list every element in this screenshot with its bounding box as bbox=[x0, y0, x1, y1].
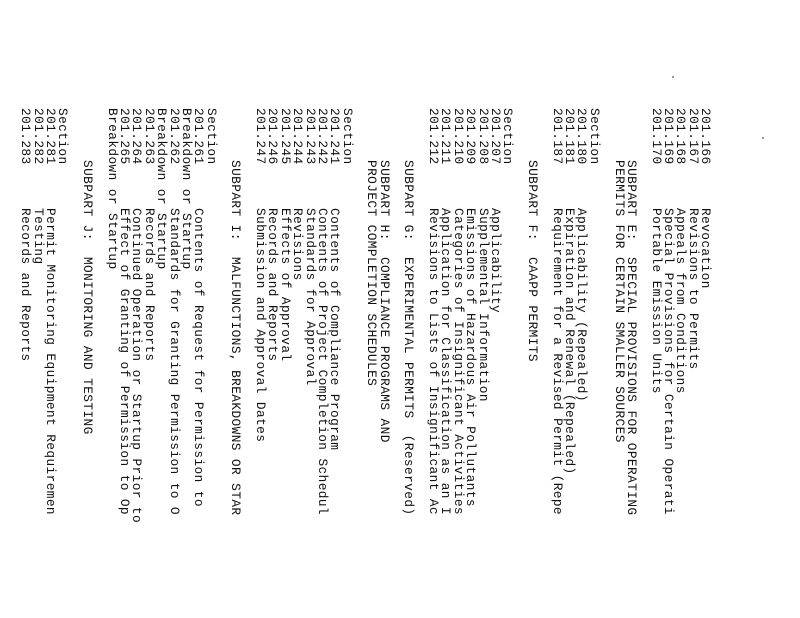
section-title: Continued Operation or Startup Prior to bbox=[129, 208, 145, 524]
section-title: Contents of Request for Permission to bbox=[191, 208, 207, 507]
section-number: 201.242 bbox=[314, 108, 330, 165]
section-title: Expiration and Renewal (Repealed) bbox=[562, 208, 577, 475]
subpart-heading: SUBPART E: SPECIAL PROVISIONS FOR OPERATING bbox=[623, 160, 639, 516]
section-number: 201.211 bbox=[438, 108, 454, 165]
section-number: 201.210 bbox=[450, 108, 466, 165]
section-number: 201.169 bbox=[660, 108, 676, 165]
section-number: Section bbox=[586, 108, 602, 165]
section-number: 201.181 bbox=[562, 108, 577, 165]
section-number: 201.265 bbox=[117, 108, 133, 165]
section-number: 201.245 bbox=[277, 108, 293, 165]
section-title: Categories of Insignificant Activities bbox=[450, 208, 466, 516]
section-title: Standards for Granting Permission to O bbox=[166, 208, 182, 516]
section-number: 201.212 bbox=[426, 108, 442, 165]
section-title: Requirement for a Revised Permit (Repe bbox=[549, 208, 565, 516]
subpart-heading: PROJECT COMPLETION SCHEDULES bbox=[364, 160, 380, 387]
section-number: 201.209 bbox=[463, 108, 479, 165]
section-title: Revocation bbox=[698, 208, 713, 289]
section-number: 201.282 bbox=[30, 108, 46, 165]
section-title: Supplemental Information bbox=[475, 208, 491, 402]
section-title: Standards for Approval bbox=[302, 208, 318, 386]
section-number: 201.281 bbox=[42, 108, 58, 165]
section-number: 201.261 bbox=[191, 108, 207, 165]
section-number: 201.246 bbox=[265, 108, 281, 165]
section-number: Breakdown or Startup bbox=[154, 108, 170, 270]
section-entry bbox=[549, 108, 565, 516]
section-title: Revisions to Permits bbox=[685, 208, 701, 370]
section-title: Permit Monitoring Equipment Requiremen bbox=[42, 208, 58, 516]
scan-speck bbox=[762, 137, 764, 139]
section-number: 201.208 bbox=[475, 108, 491, 165]
section-title: Contents of Project Completion Schedul bbox=[314, 208, 330, 516]
section-number: Section bbox=[339, 108, 355, 165]
section-number: 201.244 bbox=[290, 108, 306, 165]
section-title: Portable Emission Units bbox=[648, 208, 664, 394]
section-title: Effect of Granting of Permission to Op bbox=[117, 208, 133, 516]
section-title: Special Provisions for Certain Operati bbox=[660, 208, 676, 516]
section-title: Applicability (Repealed) bbox=[574, 208, 590, 402]
section-title: Application for Classification as an I bbox=[438, 208, 454, 516]
section-title: Revisions bbox=[290, 208, 306, 281]
subpart-heading: PERMITS FOR CERTAIN SMALLER SOURCES bbox=[611, 160, 627, 443]
section-title: Effects of Approval bbox=[277, 208, 293, 362]
section-entry bbox=[253, 108, 268, 443]
section-title: Applicability bbox=[487, 208, 503, 314]
section-number: 201.247 bbox=[253, 108, 268, 165]
section-entry bbox=[18, 108, 34, 362]
section-title: Records and Reports bbox=[18, 208, 34, 362]
section-number: Breakdown or Startup bbox=[104, 108, 120, 270]
section-number: 201.207 bbox=[487, 108, 503, 165]
section-title: Revisions to Lists of Insignificant Ac bbox=[426, 208, 442, 516]
section-title: Records and Reports bbox=[141, 208, 157, 362]
section-number: 201.264 bbox=[129, 108, 145, 165]
section-title: Testing bbox=[30, 208, 46, 265]
subpart-heading: SUBPART F: CAAPP PERMITS bbox=[525, 160, 540, 362]
section-title: Emissions of Hazardous Air Pollutants bbox=[463, 208, 479, 507]
section-number: 201.170 bbox=[648, 108, 664, 165]
section-number: 201.168 bbox=[673, 108, 689, 165]
section-title: Submission and Approval Dates bbox=[253, 208, 268, 443]
section-entry bbox=[648, 108, 664, 394]
subpart-heading: SUBPART I: MALFUNCTIONS, BREAKDOWNS OR STAR bbox=[228, 160, 244, 516]
section-number: Section bbox=[55, 108, 71, 165]
section-number: Breakdown or Startup bbox=[178, 108, 194, 270]
section-number: 201.180 bbox=[574, 108, 590, 165]
section-title: Appeals from Conditions bbox=[673, 208, 689, 394]
section-number: 201.166 bbox=[698, 108, 713, 165]
scan-speck bbox=[672, 76, 674, 78]
section-number: 201.167 bbox=[685, 108, 701, 165]
section-number: Section bbox=[203, 108, 219, 165]
section-number: 201.187 bbox=[549, 108, 565, 165]
section-number: 201.262 bbox=[166, 108, 182, 165]
subpart-heading: SUBPART J: MONITORING AND TESTING bbox=[80, 160, 95, 435]
section-number: 201.241 bbox=[327, 108, 343, 165]
subpart-heading: SUBPART H: COMPLIANCE PROGRAMS AND bbox=[376, 160, 392, 443]
section-number: 201.243 bbox=[302, 108, 318, 165]
section-number: 201.283 bbox=[18, 108, 34, 165]
subpart-heading: SUBPART G: EXPERIMENTAL PERMITS (Reserved) bbox=[401, 160, 417, 516]
section-number: Section bbox=[500, 108, 516, 165]
section-title: Records and Reports bbox=[265, 208, 281, 362]
section-number: 201.263 bbox=[141, 108, 157, 165]
section-label bbox=[105, 108, 118, 270]
section-title: Contents of Compliance Program bbox=[327, 208, 343, 451]
section-entry bbox=[426, 108, 442, 516]
